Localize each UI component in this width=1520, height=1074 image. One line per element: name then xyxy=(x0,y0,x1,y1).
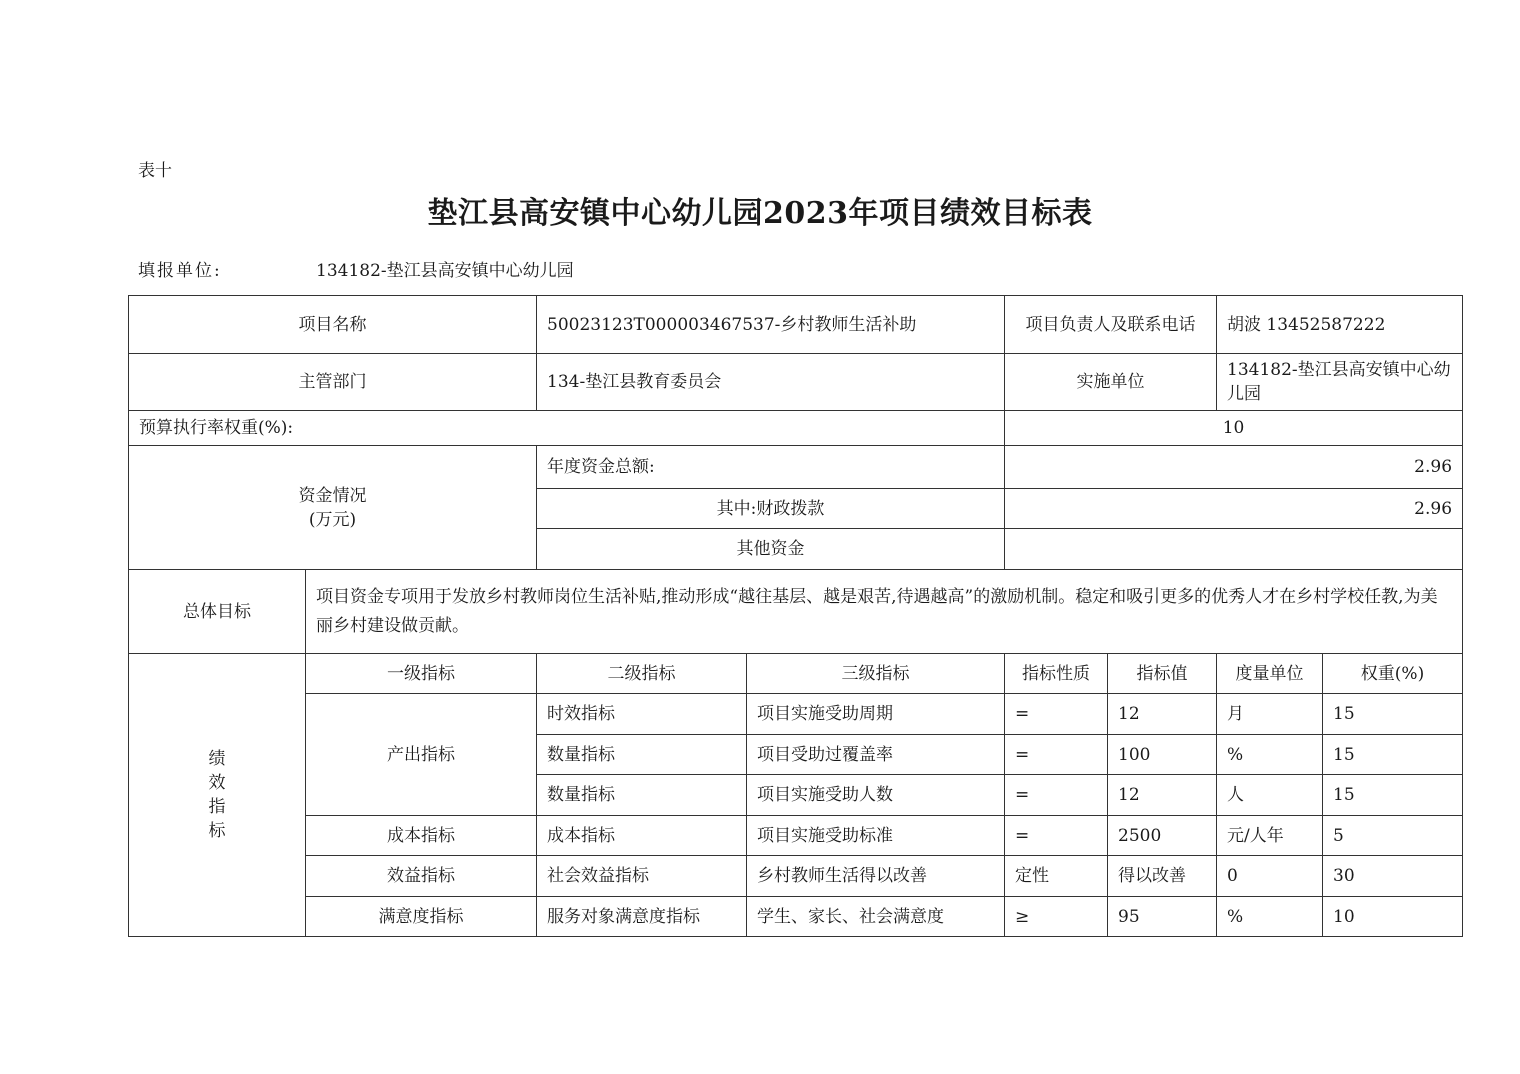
funds-label-line1: 资金情况 xyxy=(298,485,367,506)
budget-weight-label: 预算执行率权重(%): xyxy=(129,411,1005,446)
cell-level3: 乡村教师生活得以改善 xyxy=(747,856,1005,897)
funds-label-line2: (万元) xyxy=(308,509,357,530)
cell-unit: 人 xyxy=(1217,775,1323,816)
cell-value: 2500 xyxy=(1108,816,1217,856)
cell-level3: 项目实施受助周期 xyxy=(747,694,1005,735)
header-unit: 度量单位 xyxy=(1217,654,1323,694)
cell-level3: 学生、家长、社会满意度 xyxy=(747,897,1005,937)
header-nature: 指标性质 xyxy=(1005,654,1108,694)
table-row xyxy=(129,897,1463,937)
cell-level2: 成本指标 xyxy=(537,816,747,856)
header-level3: 三级指标 xyxy=(747,654,1005,694)
header-value: 指标值 xyxy=(1108,654,1217,694)
cell-nature: = xyxy=(1005,735,1108,775)
funds-other-value xyxy=(1005,529,1463,570)
budget-weight-value: 10 xyxy=(1005,411,1463,446)
cell-value: 12 xyxy=(1108,775,1217,816)
indicator-header-row xyxy=(129,654,1463,694)
project-contact-label: 项目负责人及联系电话 xyxy=(1005,296,1217,354)
cell-nature: = xyxy=(1005,775,1108,816)
goal-row xyxy=(129,570,1463,654)
performance-table xyxy=(128,295,1463,937)
filler-unit-label: 填报单位: xyxy=(138,261,222,281)
impl-label: 实施单位 xyxy=(1005,354,1217,411)
side-char: 指 xyxy=(208,797,226,817)
header-weight: 权重(%) xyxy=(1323,654,1463,694)
cell-level2: 数量指标 xyxy=(537,775,747,816)
cell-weight: 5 xyxy=(1323,816,1463,856)
dept-row xyxy=(129,354,1463,411)
cell-level2: 时效指标 xyxy=(537,694,747,735)
cell-level1: 效益指标 xyxy=(306,856,537,897)
funds-fiscal-value: 2.96 xyxy=(1005,489,1463,529)
goal-label: 总体目标 xyxy=(129,570,306,654)
table-row xyxy=(129,816,1463,856)
cell-nature: 定性 xyxy=(1005,856,1108,897)
filler-unit-value: 134182-垫江县高安镇中心幼儿园 xyxy=(316,261,574,281)
budget-weight-row xyxy=(129,411,1463,446)
cell-value: 95 xyxy=(1108,897,1217,937)
cell-weight: 30 xyxy=(1323,856,1463,897)
goal-text: 项目资金专项用于发放乡村教师岗位生活补贴,推动形成“越往基层、越是艰苦,待遇越高”的激励机制。稳定和吸引更多的优秀人才在乡村学校任教,为美丽乡村建设做贡献。 xyxy=(306,570,1463,654)
cell-unit: % xyxy=(1217,897,1323,937)
funds-fiscal-label: 其中:财政拨款 xyxy=(537,489,1005,529)
project-name-label: 项目名称 xyxy=(129,296,537,354)
side-char: 标 xyxy=(208,821,226,841)
funds-other-label: 其他资金 xyxy=(537,529,1005,570)
impl-value: 134182-垫江县高安镇中心幼儿园 xyxy=(1217,354,1463,411)
cell-level2: 服务对象满意度指标 xyxy=(537,897,747,937)
cell-nature: ≥ xyxy=(1005,897,1108,937)
cell-level2: 社会效益指标 xyxy=(537,856,747,897)
header-level2: 二级指标 xyxy=(537,654,747,694)
funds-total-label: 年度资金总额: xyxy=(537,446,1005,489)
cell-level1: 成本指标 xyxy=(306,816,537,856)
project-name-row xyxy=(129,296,1463,354)
cell-weight: 15 xyxy=(1323,735,1463,775)
cell-unit: 元/人年 xyxy=(1217,816,1323,856)
table-number: 表十 xyxy=(138,161,172,181)
cell-value: 12 xyxy=(1108,694,1217,735)
cell-value: 100 xyxy=(1108,735,1217,775)
page-title: 垫江县高安镇中心幼儿园2023年项目绩效目标表 xyxy=(427,196,1093,231)
cell-level3: 项目实施受助人数 xyxy=(747,775,1005,816)
cell-nature: = xyxy=(1005,694,1108,735)
side-char: 绩 xyxy=(208,749,226,769)
funds-total-row xyxy=(129,446,1463,489)
cell-nature: = xyxy=(1005,816,1108,856)
dept-label: 主管部门 xyxy=(129,354,537,411)
project-contact-value: 胡波 13452587222 xyxy=(1217,296,1463,354)
cell-level3: 项目受助过覆盖率 xyxy=(747,735,1005,775)
header-level1: 一级指标 xyxy=(306,654,537,694)
table-row xyxy=(129,856,1463,897)
cell-unit: 月 xyxy=(1217,694,1323,735)
table-row xyxy=(129,694,1463,735)
cell-level2: 数量指标 xyxy=(537,735,747,775)
cell-level3: 项目实施受助标准 xyxy=(747,816,1005,856)
project-name-value: 50023123T000003467537-乡村教师生活补助 xyxy=(537,296,1005,354)
cell-weight: 15 xyxy=(1323,775,1463,816)
indicator-side-label xyxy=(129,654,306,937)
funds-label xyxy=(129,446,537,570)
cell-level1: 满意度指标 xyxy=(306,897,537,937)
cell-unit: % xyxy=(1217,735,1323,775)
side-char: 效 xyxy=(208,773,226,793)
cell-value: 得以改善 xyxy=(1108,856,1217,897)
cell-weight: 15 xyxy=(1323,694,1463,735)
filler-unit xyxy=(138,256,574,281)
cell-unit: 0 xyxy=(1217,856,1323,897)
output-indicator-label: 产出指标 xyxy=(306,694,537,816)
funds-total-value: 2.96 xyxy=(1005,446,1463,489)
cell-weight: 10 xyxy=(1323,897,1463,937)
dept-value: 134-垫江县教育委员会 xyxy=(537,354,1005,411)
